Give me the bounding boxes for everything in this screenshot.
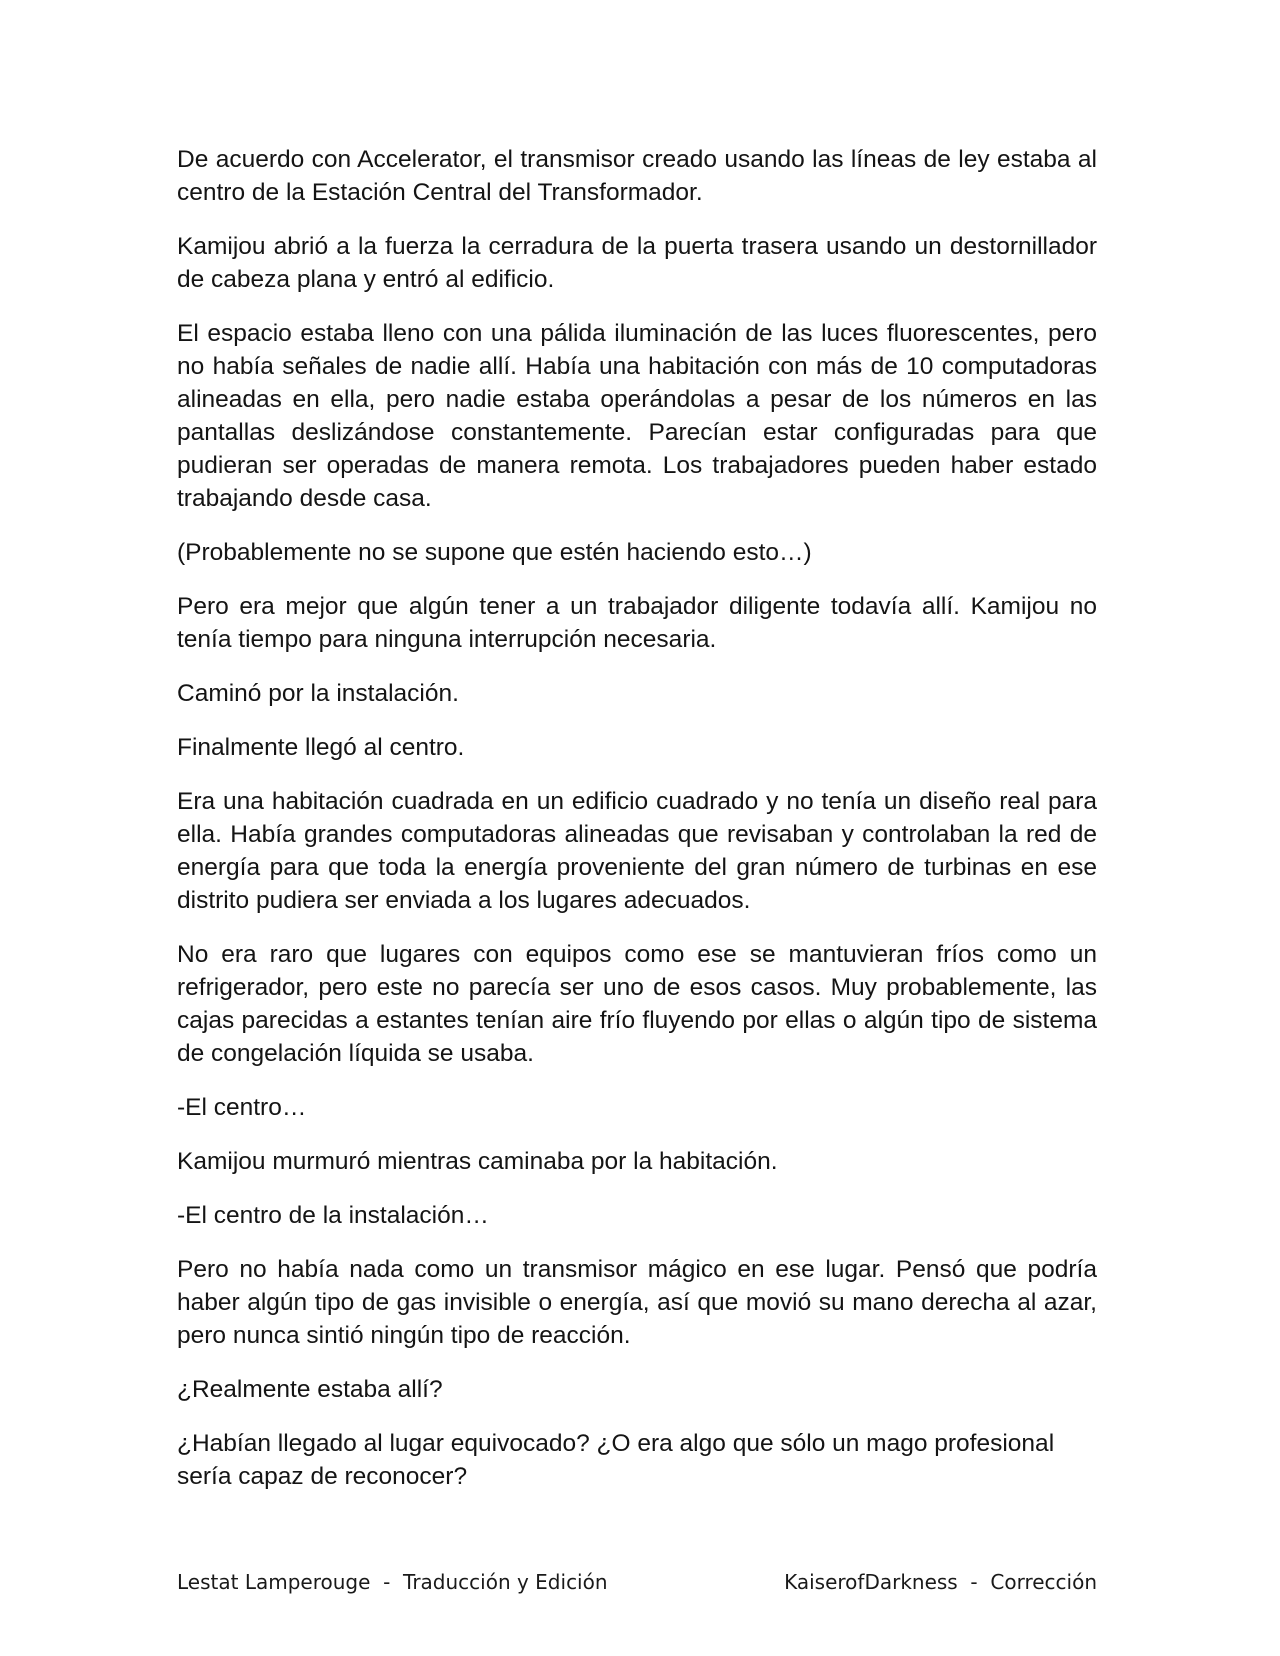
body-text: [177, 143, 1097, 1514]
paragraph-9: No era raro que lugares con equipos como ese se mantuvieran fríos como un refrigerador, pero este no parecía ser uno de esos casos. Muy probablemente, las cajas parecidas a estantes tenían aire frío fluyendo por ellas o algún tipo de sistema de congelación líquida se usaba.: [177, 941, 1097, 1067]
paragraph-5: Pero era mejor que algún tener a un trabajador diligente todavía allí. Kamijou no tenía tiempo para ninguna interrupción necesaria.: [177, 593, 1097, 653]
paragraph-8: Era una habitación cuadrada en un edificio cuadrado y no tenía un diseño real para ella. Había grandes computadoras alineadas que revisaban y controlaban la red de energía para que toda la energía proveniente del gran número de turbinas en ese distrito pudiera ser enviada a los lugares adecuados.: [177, 788, 1097, 914]
paragraph-6: Caminó por la instalación.: [177, 680, 459, 707]
paragraph-11: Kamijou murmuró mientras caminaba por la habitación.: [177, 1148, 778, 1175]
footer-credit-translation: Lestat Lamperouge - Traducción y Edición: [177, 1570, 608, 1594]
page-footer: [177, 1570, 1097, 1594]
paragraph-2: Kamijou abrió a la fuerza la cerradura de la puerta trasera usando un destornillador de cabeza plana y entró al edificio.: [177, 233, 1097, 293]
paragraph-4: (Probablemente no se supone que estén haciendo esto…): [177, 539, 812, 566]
paragraph-10: -El centro…: [177, 1094, 307, 1121]
paragraph-3: El espacio estaba lleno con una pálida iluminación de las luces fluorescentes, pero no había señales de nadie allí. Había una habitación con más de 10 computadoras alineadas en ella, pero nadie estaba operándolas a pesar de los números en las pantallas deslizándose constantemente. Parecían estar configuradas para que pudieran ser operadas de manera remota. Los trabajadores pueden haber estado trabajando desde casa.: [177, 320, 1097, 512]
paragraph-12: -El centro de la instalación…: [177, 1202, 489, 1229]
paragraph-14: ¿Realmente estaba allí?: [177, 1376, 443, 1403]
paragraph-1: De acuerdo con Accelerator, el transmisor creado usando las líneas de ley estaba al centro de la Estación Central del Transformador.: [177, 146, 1097, 206]
paragraph-15: ¿Habían llegado al lugar equivocado? ¿O era algo que sólo un mago profesional sería capaz de reconocer?: [177, 1430, 1055, 1490]
paragraph-7: Finalmente llegó al centro.: [177, 734, 465, 761]
paragraph-13: Pero no había nada como un transmisor mágico en ese lugar. Pensó que podría haber algún tipo de gas invisible o energía, así que movió su mano derecha al azar, pero nunca sintió ningún tipo de reacción.: [177, 1256, 1097, 1349]
footer-credit-correction: KaiserofDarkness - Corrección: [784, 1570, 1097, 1594]
